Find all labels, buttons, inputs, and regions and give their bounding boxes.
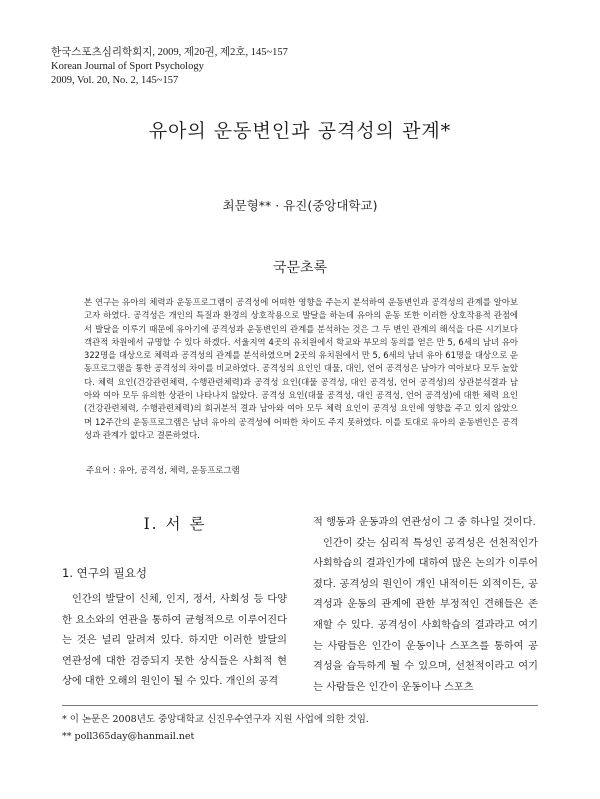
right-column — [313, 513, 538, 698]
footnotes — [62, 711, 369, 745]
journal-citation-english: 2009, Vol. 20, No. 2, 145~157 — [51, 75, 179, 86]
right-column-paragraph: 인간이 갖는 심리적 특성인 공격성은 선천적인가 사회학습의 결과인가에 대하여 많은 논의가 이루어졌다. 공격성의 원인이 개인 내적이든 외적이든, 공격성과 운동의 관계에 관한 부정적인 견해들은 존재할 수 있다. 공격성이 사회학습의 결과라고 여기는 사람들은 인간이 운동이나 스포츠를 통하여 공격성을 습득하게 될 수 있으며, 선천적이라고 여기는 사람들은 인간이 운동이나 스포츠 — [313, 537, 538, 693]
footnote-email: ** poll365day@hanmail.net — [62, 731, 195, 742]
keywords: 주요어 : 유아, 공격성, 체력, 운동프로그램 — [86, 465, 240, 475]
footnote-funding: * 이 논문은 2008년도 중앙대학교 신진우수연구자 지원 사업에 의한 것임. — [62, 714, 369, 725]
section-title: I. 서 론 — [143, 515, 207, 533]
authors: 최문형** · 유진(중앙대학교) — [222, 198, 378, 213]
abstract-body: 본 연구는 유아의 체력과 운동프로그램이 공격성에 어떠한 영향을 주는지 분석하여 운동변인과 공격성의 관계를 알아보고자 하였다. 공격성은 개인의 특질과 환경의 상호작용으로 발달을 하는데 유아의 운동 또한 이러한 상호작용적 관점에서 발달을 이루기 때문에 유아기에 공격성과 운동변인의 관계를 분석하는 것은 그 두 변인 관계의 해석을 다른 시기보다 객관적 차원에서 규명할 수 있다 하겠다. 서울지역 4곳의 유치원에서 학교와 부모의 동의를 얻은 만 5, 6세의 남녀 유아 322명을 대상으로 체력과 공격성의 관계를 분석하였으며 2곳의 유치원에서 만 5, 6세의 남녀 유아 61명을 대상으로 운동프로그램을 통한 공격성의 차이를 비교하였다. 공격성의 요인인 대물, 대인, 언어 공격성은 남아가 여아보다 모두 높았다. 체력 요인(건강관련체력, 수행관련체력)과 공격성 요인(대물 공격성, 대인 공격성, 언어 공격성)의 상관분석결과 남아와 여아 모두 유의한 상관이 나타나지 않았다. 공격성 요인(대물 공격성, 대인 공격성, 언어 공격성)에 대한 체력 요인(건강관련체력, 수행관련체력)의 회귀분석 결과 남아와 여아 모두 체력 요인이 공격성 요인에 영향을 주고 있지 않았으며 12주간의 운동프로그램은 남녀 유아의 공격성에 어떠한 차이도 주지 못하였다. 이를 토대로 유아의 운동변인은 공격성과 관계가 없다고 결론하였다. — [84, 297, 518, 440]
journal-citation-korean: 한국스포츠심리학회지, 2009, 제20권, 제2호, 145~157 — [51, 47, 288, 58]
left-column-text: 인간의 발달이 신체, 인지, 정서, 사회성 등 다양한 요소와의 연관을 통하여 균형적으로 이루어진다는 것은 널리 알려져 있다. 하지만 이러한 발달의 연관성에 대한 검증되지 못한 상식들은 사회적 현상에 대한 오해의 원인이 될 수 있다. 개인의 공격 — [62, 594, 287, 688]
right-column-continuation: 적 행동과 운동과의 연관성이 그 중 하나일 것이다. — [313, 517, 536, 528]
journal-info — [51, 46, 288, 88]
journal-name-english: Korean Journal of Sport Psychology — [51, 61, 204, 72]
abstract-title: 국문초록 — [272, 260, 328, 276]
paper-title: 유아의 운동변인과 공격성의 관계* — [148, 120, 452, 142]
footnote-divider — [62, 705, 538, 706]
subsection-title: 1. 연구의 필요성 — [62, 566, 147, 580]
